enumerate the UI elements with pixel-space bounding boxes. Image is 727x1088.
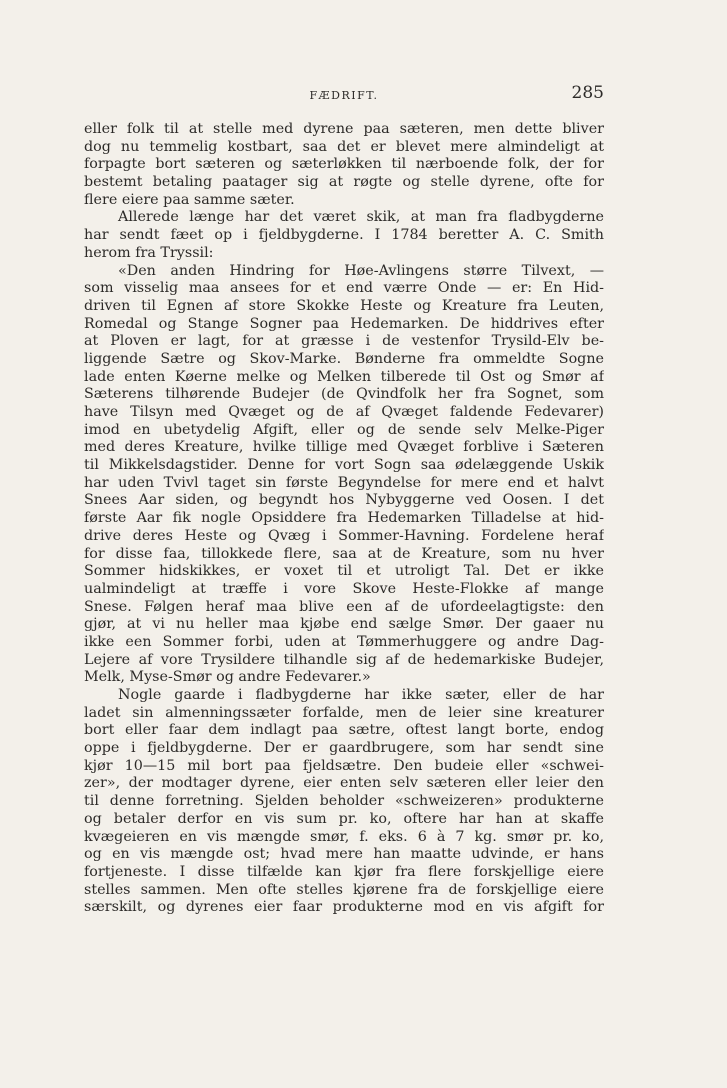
text-line: oppe i fjeldbygderne. Der er gaardbrugere, som har sendt sine: [84, 740, 604, 757]
text-line: ikke een Sommer forbi, uden at Tømmerhuggere og andre Dag-: [84, 633, 604, 650]
text-line: til Mikkelsdagstider. Denne for vort Sogn saa ødelæggende Uskik: [84, 457, 604, 474]
text-line: særskilt, og dyrenes eier faar produkterne mod en vis afgift for: [84, 899, 604, 916]
text-line: zer», der modtager dyrene, eier enten selv sæteren eller leier den: [84, 775, 604, 792]
text-line: Sommer hidskikkes, er voxet til et utroligt Tal. Det er ikke: [84, 563, 604, 580]
text-line: Sæterens tilhørende Budejer (de Qvindfolk her fra Sognet, som: [84, 386, 604, 403]
page-header: [84, 83, 604, 107]
text-line: har sendt fæet op i fjeldbygderne. I 1784 beretter A. C. Smith: [84, 227, 604, 244]
text-line: for disse faa, tillokkede flere, saa at de Kreature, som nu hver: [84, 545, 604, 562]
text-line: stelles sammen. Men ofte stelles kjørene fra de forskjellige eiere: [84, 881, 604, 898]
text-line: har uden Tvivl taget sin første Begyndelse for mere end et halvt: [84, 474, 604, 491]
page-number: 285: [571, 83, 604, 103]
running-title: FÆDRIFT.: [309, 89, 379, 102]
text-line: have Tilsyn med Qvæget og de af Qvæget faldende Fedevarer): [84, 404, 604, 420]
text-line: flere eiere paa samme sæter.: [84, 191, 295, 208]
text-line: driven til Egnen af store Skokke Heste og Kreature fra Leuten,: [84, 297, 604, 314]
text-line: Lejere af vore Trysildere tilhandle sig af de hedemarkiske Budejer,: [84, 651, 604, 668]
text-line: at Ploven er lagt, for at græsse i de vestenfor Trysild-Elv be-: [84, 333, 604, 350]
text-line: kjør 10—15 mil bort paa fjeldsætre. Den budeie eller «schwei-: [84, 757, 604, 774]
text-line: og en vis mængde ost; hvad mere han maatte udvinde, er hans: [84, 846, 604, 863]
text-line: ladet sin almenningssæter forfalde, men de leier sine kreaturer: [84, 704, 604, 721]
text-line: «Den anden Hindring for Høe-Avlingens større Tilvext, —: [118, 262, 604, 279]
text-line: bestemt betaling paatager sig at røgte og stelle dyrene, ofte for: [84, 174, 604, 191]
text-line: lade enten Køerne melke og Melken tilberede til Ost og Smør af: [84, 368, 604, 385]
text-line: bort eller faar dem indlagt paa sætre, oftest langt borte, endog: [84, 722, 604, 739]
text-line: første Aar fik nogle Opsiddere fra Hedemarken Tilladelse at hid-: [84, 510, 604, 527]
text-line: imod en ubetydelig Afgift, eller og de sende selv Melke-Piger: [84, 421, 604, 438]
text-line: forpagte bort sæteren og sæterløkken til nærboende folk, der for: [84, 156, 604, 173]
text-line: som visselig maa ansees for et end værre Onde — er: En Hid-: [84, 280, 604, 297]
text-line: gjør, at vi nu heller maa kjøbe end sælge Smør. Der gaaer nu: [84, 616, 604, 633]
text-line: eller folk til at stelle med dyrene paa sæteren, men dette bliver: [84, 121, 604, 137]
text-line: Romedal og Stange Sogner paa Hedemarken. De hiddrives efter: [84, 315, 604, 332]
text-line: ualmindeligt at træffe i vore Skove Heste-Flokke af mange: [84, 580, 604, 597]
text-line: liggende Sætre og Skov-Marke. Bønderne fra ommeldte Sogne: [84, 350, 604, 367]
text-line: drive deres Heste og Qvæg i Sommer-Havning. Fordelene heraf: [84, 527, 604, 544]
text-line: og betaler derfor en vis sum pr. ko, oftere har han at skaffe: [84, 810, 604, 827]
text-line: Snese. Følgen heraf maa blive een af de ufordeelagtigste: den: [84, 598, 604, 615]
text-line: Nogle gaarde i fladbygderne har ikke sæter, eller de har: [118, 687, 604, 703]
text-line: Melk, Myse-Smør og andre Fedevarer.»: [84, 669, 371, 686]
text-line: med deres Kreature, hvilke tillige med Qvæget forblive i Sæteren: [84, 439, 604, 456]
text-line: Snees Aar siden, og begyndt hos Nybyggerne ved Oosen. I det: [84, 492, 604, 509]
text-line: fortjeneste. I disse tilfælde kan kjør fra flere forskjellige eiere: [84, 863, 604, 880]
text-line: kvægeieren en vis mængde smør, f. eks. 6 à 7 kg. smør pr. ko,: [84, 828, 604, 845]
text-line: Allerede længe har det været skik, at man fra fladbygderne: [118, 209, 604, 226]
text-line: dog nu temmelig kostbart, saa det er blevet mere almindeligt at: [84, 138, 604, 155]
text-line: herom fra Tryssil:: [84, 244, 214, 261]
text-line: til denne forretning. Sjelden beholder «schweizeren» produkterne: [84, 793, 604, 810]
body-text: [84, 121, 604, 917]
